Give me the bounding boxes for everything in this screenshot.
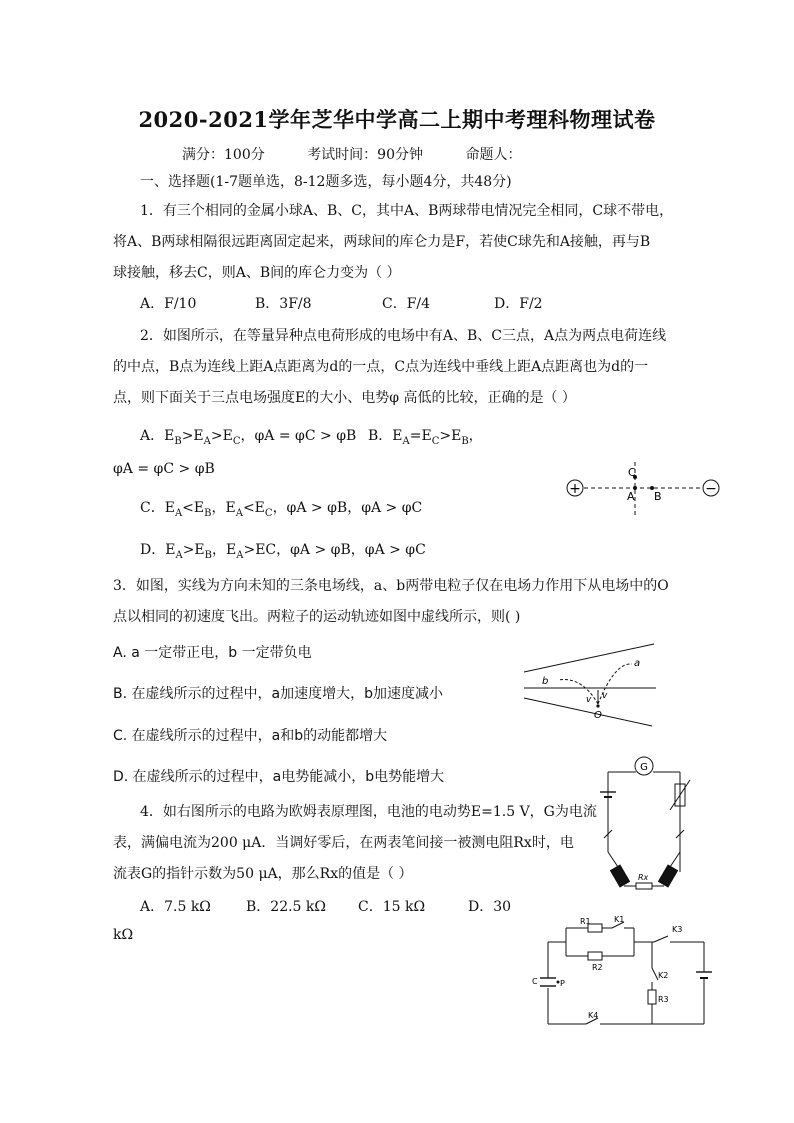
q4-option-d-unit: kΩ [113,927,134,943]
p-label: P [560,979,565,988]
author: 命题人： [465,147,522,163]
r1-label: R1 [580,917,591,926]
field-lines-figure [520,640,660,730]
q1-line-1: 1．有三个相同的金属小球A、B、C，其中A、B两球带电情况完全相同，C球不带电， [140,203,674,219]
capacitor-label: C [532,977,538,986]
q3-line-1: 3．如图，实线为方向未知的三条电场线，a、b两带电粒子仅在电场力作用下从电场中的O [113,578,669,594]
q2-line-1: 2．如图所示，在等量异种点电荷形成的电场中有A、B、C三点，A点为两点电荷连线 [140,328,667,344]
dipole-figure [560,458,730,518]
q2-line-2: 的中点，B点为连线上距A点距离为d的一点，C点为连线中垂线上距A点距离也为d的一 [113,359,649,375]
q1-option-a: A．F/10 [140,296,197,312]
label-v2: v [602,691,608,701]
label-c: C [628,466,636,479]
galvanometer-label: G [640,762,648,773]
q1-option-d: D．F/2 [494,296,543,312]
k4-label: K4 [588,1011,599,1020]
q2-option-b: B．$E_A=E_C>E_B$， [368,428,483,447]
label-b: B [654,490,662,503]
section-heading: 一、选择题(1-7题单选，8-12题多选，每小题4分，共48分) [140,174,512,190]
q2-option-d: D．$E_A>E_B$，$E_A>EC$，φA > φB，φA > φC [140,542,426,561]
q2-line-3: 点，则下面关于三点电场强度E的大小、电势φ 高低的比较，正确的是（ ） [113,390,576,406]
r3-label: R3 [658,995,669,1004]
q1-line-3: 球接触，移去C，则A、B间的库仑力变为（ ） [113,265,401,281]
plus-charge: + [569,481,581,497]
q3-option-a: A. a 一定带正电，b 一定带负电 [113,645,312,661]
label-o: O [594,710,602,721]
q4-line-2: 表，满偏电流为200 μA．当调好零后，在两表笔间接一被测电阻Rx时，电 [113,835,574,851]
label-traj-b: b [542,676,549,687]
q4-option-d: D．30 [468,899,512,915]
q4-option-a: A．7.5 kΩ [140,899,211,915]
q4-option-c: C．15 kΩ [358,899,426,915]
q2-option-b-cont: φA = φC > φB [113,461,215,477]
q2-option-a: A．$E_B>E_A>E_C$，φA = φC > φB [140,428,357,447]
q3-option-d: D. 在虚线所示的过程中，a电势能减小，b电势能增大 [113,769,445,785]
k3-label: K3 [672,925,683,934]
minus-charge: − [705,481,717,497]
rx-label: Rx [638,873,649,882]
capacitor-circuit-figure [530,912,720,1030]
q2-option-c: C．$E_A<E_B$，$E_A<E_C$，φA > φB，φA > φC [140,500,423,519]
r2-label: R2 [592,963,603,972]
page-title: 2020-2021学年芝华中学高二上期中考理科物理试卷 [138,107,656,132]
ohmmeter-figure [598,752,698,896]
q4-line-3: 流表G的指针示数为50 μA，那么Rx的值是（ ） [113,866,413,882]
exam-meta [182,144,559,164]
q3-option-c: C. 在虚线所示的过程中，a和b的动能都增大 [113,728,388,744]
full-score: 满分：100分 [182,147,265,163]
q4-option-b: B．22.5 kΩ [246,899,327,915]
q1-line-2: 将A、B两球相隔很远距离固定起来，两球间的库仑力是F，若使C球先和A接触，再与B [113,234,651,250]
q3-line-2: 点以相同的初速度飞出。两粒子的运动轨迹如图中虚线所示，则( ) [113,609,521,625]
q3-option-b: B. 在虚线所示的过程中，a加速度增大，b加速度减小 [113,686,443,702]
k2-label: K2 [658,971,669,980]
exam-time: 考试时间：90分钟 [307,147,424,163]
q1-option-c: C．F/4 [382,296,431,312]
label-v1: v [586,695,592,705]
label-traj-a: a [634,658,641,669]
q1-option-b: B．3F/8 [255,296,312,312]
q4-line-1: 4．如右图所示的电路为欧姆表原理图，电池的电动势E=1.5 V，G为电流 [140,804,597,820]
label-a: A [627,490,635,503]
k1-label: K1 [614,915,625,924]
